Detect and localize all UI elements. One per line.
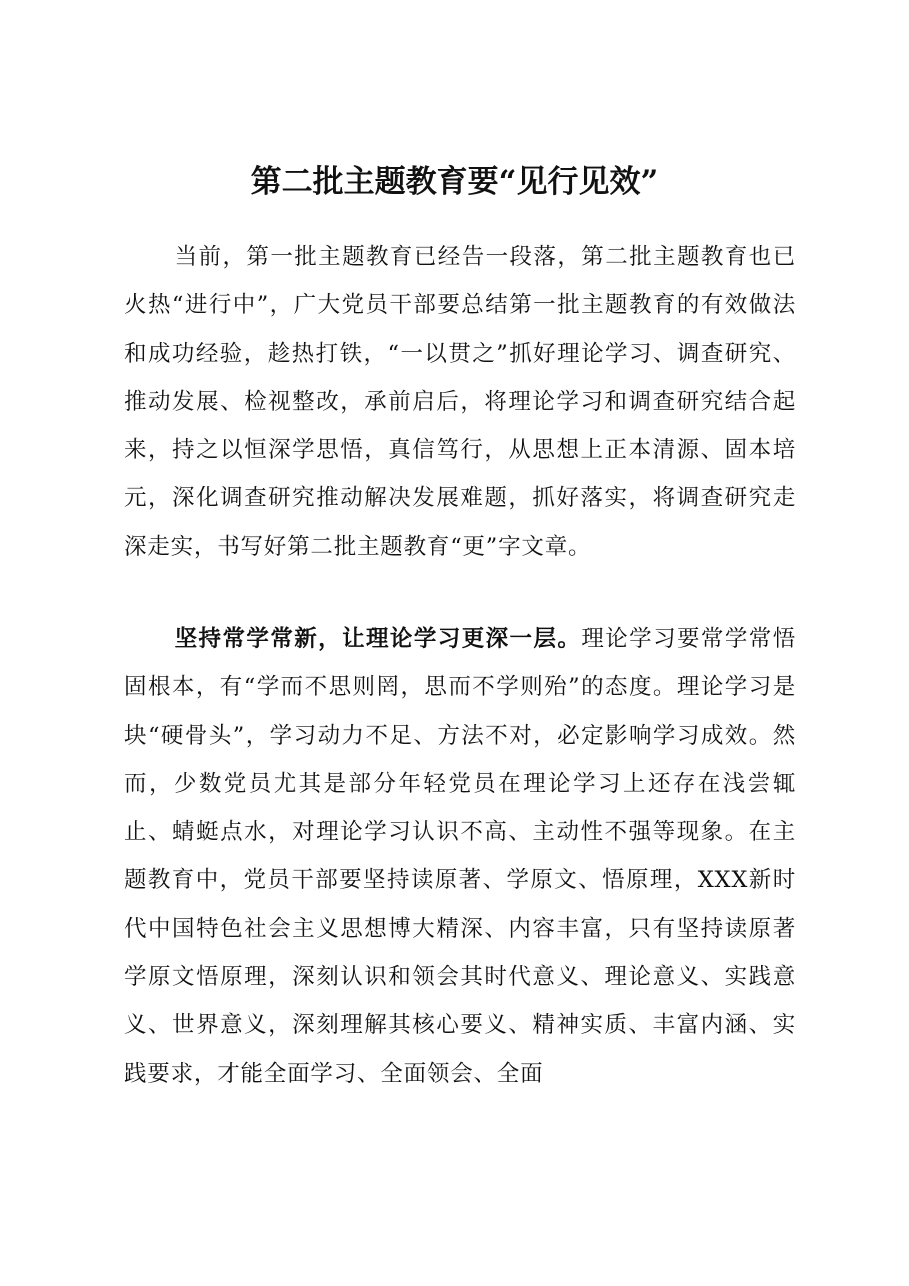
document-title: 第二批主题教育要“见行见效” xyxy=(250,164,659,200)
paragraph-2-text: 理论学习要常学常悟固根本，有“学而不思则罔，思而不学则殆”的态度。理论学习是块“硬骨头”，学习动力不足、方法不对，必定影响学习成效。然而，少数党员尤其是部分年轻党员在理论学习上还存在浅尝辄止、蜻蜓点水，对理论学习认识不高、主动性不强等现象。在主题教育中，党员干部要坚持读原著、学原文、悟原理，XXX新时代中国特色社会主义思想博大精深、内容丰富，只有坚持读原著学原文悟原理，深刻认识和领会其时代意义、理论意义、实践意义、世界意义，深刻理解其核心要义、精神实质、丰富内涵、实践要求，才能全面学习、全面领会、全面 xyxy=(124,626,796,1087)
paragraph-1 xyxy=(124,233,796,571)
paragraph-2-lead-sentence: 坚持常学常新，让理论学习更深一层。 xyxy=(174,626,582,652)
paragraph-2 xyxy=(124,615,796,1098)
paragraph-1-text: 当前，第一批主题教育已经告一段落，第二批主题教育也已火热“进行中”，广大党员干部要总结第一批主题教育的有效做法和成功经验，趁热打铁，“一以贯之”抓好理论学习、调查研究、推动发展、检视整改，承前启后，将理论学习和调查研究结合起来，持之以恒深学思悟，真信笃行，从思想上正本清源、固本培元，深化调查研究推动解决发展难题，抓好落实，将调查研究走深走实，书写好第二批主题教育“更”字文章。 xyxy=(124,244,796,560)
